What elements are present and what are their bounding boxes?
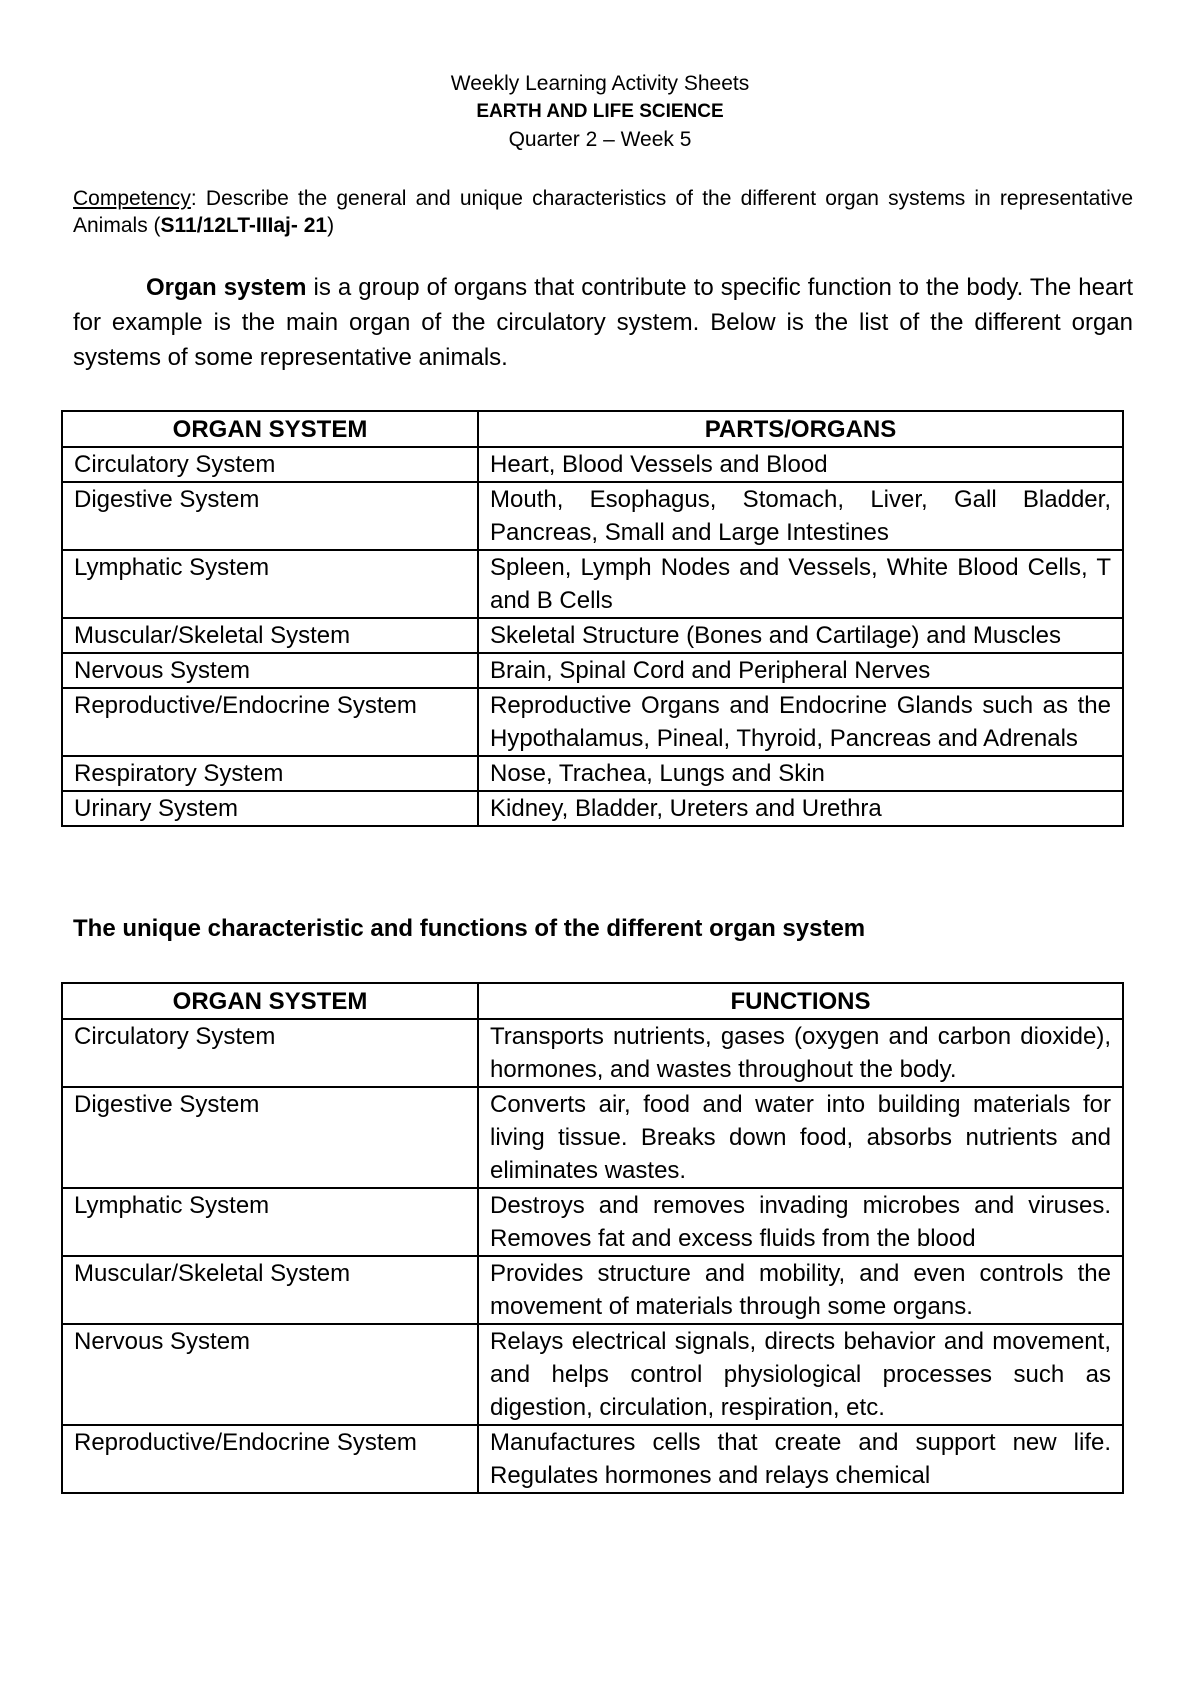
- functions-cell: Destroys and removes invading microbes and viruses. Removes fat and excess fluids from the blood: [478, 1188, 1123, 1256]
- organ-system-cell: Muscular/Skeletal System: [62, 618, 478, 653]
- intro-paragraph: [73, 270, 1133, 375]
- organ-system-cell: Lymphatic System: [62, 550, 478, 618]
- organ-system-cell: Digestive System: [62, 1087, 478, 1188]
- organ-system-cell: Nervous System: [62, 653, 478, 688]
- parts-cell: Brain, Spinal Cord and Peripheral Nerves: [478, 653, 1123, 688]
- column-header: ORGAN SYSTEM: [62, 983, 478, 1019]
- functions-cell: Converts air, food and water into building materials for living tissue. Breaks down food, absorbs nutrients and eliminates wastes.: [478, 1087, 1123, 1188]
- table-row: [62, 1087, 1123, 1188]
- table-row: [62, 482, 1123, 550]
- table-row: [62, 1256, 1123, 1324]
- functions-cell: Transports nutrients, gases (oxygen and carbon dioxide), hormones, and wastes throughout the body.: [478, 1019, 1123, 1087]
- competency-close: ): [327, 214, 335, 237]
- table-header-row: [62, 983, 1123, 1019]
- organ-system-cell: Reproductive/Endocrine System: [62, 688, 478, 756]
- organ-system-cell: Respiratory System: [62, 756, 478, 791]
- table-row: [62, 618, 1123, 653]
- parts-cell: Heart, Blood Vessels and Blood: [478, 447, 1123, 482]
- section-heading: The unique characteristic and functions of the different organ system: [73, 915, 866, 942]
- parts-cell: Mouth, Esophagus, Stomach, Liver, Gall Bladder, Pancreas, Small and Large Intestines: [478, 482, 1123, 550]
- organ-system-cell: Digestive System: [62, 482, 478, 550]
- organ-system-cell: Lymphatic System: [62, 1188, 478, 1256]
- organ-system-cell: Urinary System: [62, 791, 478, 826]
- functions-table: [61, 982, 1124, 1494]
- functions-cell: Relays electrical signals, directs behavior and movement, and helps control physiological processes such as digestion, circulation, respiration, etc.: [478, 1324, 1123, 1425]
- competency-label: Competency: [73, 187, 191, 210]
- table-row: [62, 688, 1123, 756]
- intro-text: is a group of organs that contribute to specific function to the body. The heart for example is the main organ of the circulatory system. Below is the list of the different organ systems of some representative animals.: [73, 274, 1133, 371]
- table-row: [62, 653, 1123, 688]
- intro-term: Organ system: [146, 274, 307, 301]
- competency-text: : Describe the general and unique characteristics of the different organ systems in representative Animals (: [73, 187, 1133, 237]
- organ-system-cell: Nervous System: [62, 1324, 478, 1425]
- parts-cell: Nose, Trachea, Lungs and Skin: [478, 756, 1123, 791]
- column-header: FUNCTIONS: [478, 983, 1123, 1019]
- parts-cell: Skeletal Structure (Bones and Cartilage) and Muscles: [478, 618, 1123, 653]
- competency-code: S11/12LT-IIIaj- 21: [160, 214, 328, 237]
- table-row: [62, 1324, 1123, 1425]
- document-header: [0, 70, 1200, 154]
- table-row: [62, 791, 1123, 826]
- column-header: ORGAN SYSTEM: [62, 411, 478, 447]
- table-row: [62, 1425, 1123, 1493]
- column-header: PARTS/ORGANS: [478, 411, 1123, 447]
- table-row: [62, 1188, 1123, 1256]
- organ-system-cell: Muscular/Skeletal System: [62, 1256, 478, 1324]
- header-line-1: Weekly Learning Activity Sheets: [450, 72, 750, 95]
- competency-paragraph: [73, 185, 1133, 239]
- organ-system-cell: Reproductive/Endocrine System: [62, 1425, 478, 1493]
- functions-cell: Provides structure and mobility, and even controls the movement of materials through some organs.: [478, 1256, 1123, 1324]
- table-header-row: [62, 411, 1123, 447]
- table-row: [62, 1019, 1123, 1087]
- parts-cell: Kidney, Bladder, Ureters and Urethra: [478, 791, 1123, 826]
- header-subject: EARTH AND LIFE SCIENCE: [476, 101, 724, 122]
- organ-system-cell: Circulatory System: [62, 1019, 478, 1087]
- table-row: [62, 550, 1123, 618]
- parts-organs-table: [61, 410, 1124, 827]
- organ-system-cell: Circulatory System: [62, 447, 478, 482]
- table-row: [62, 447, 1123, 482]
- parts-cell: Reproductive Organs and Endocrine Glands such as the Hypothalamus, Pineal, Thyroid, Pancreas and Adrenals: [478, 688, 1123, 756]
- header-quarter: Quarter 2 – Week 5: [508, 128, 692, 151]
- functions-cell: Manufactures cells that create and support new life. Regulates hormones and relays chemical: [478, 1425, 1123, 1493]
- table-row: [62, 756, 1123, 791]
- parts-cell: Spleen, Lymph Nodes and Vessels, White Blood Cells, T and B Cells: [478, 550, 1123, 618]
